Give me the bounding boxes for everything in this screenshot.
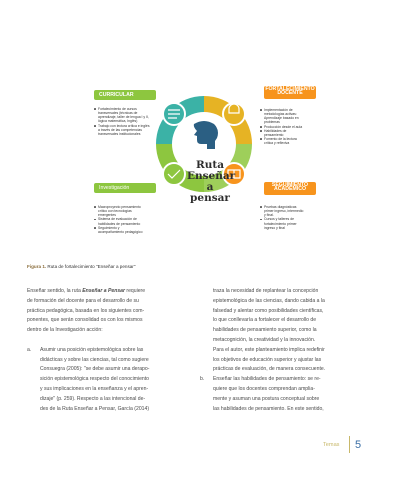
list-item: Trabajo con lectura crítica e inglés a través de las competencias transversales institucionales (94, 124, 156, 136)
paragraph-line: traza la necesidad de replantear la concepción (213, 288, 319, 294)
curricular-label: CURRICULAR (94, 90, 156, 100)
list-item: Implementación de metodologías activas: Aprendizaje basado en problemas (260, 108, 318, 125)
paragraph-line: dizaje" (p. 259). Respecto a las intencional de- (40, 395, 146, 402)
paragraph-line: metacognición, la creatividad y la innovación. (213, 336, 316, 343)
paragraph-line: Asumir una posición epistemológica sobre las (40, 346, 144, 353)
academic-followup-list (260, 205, 318, 230)
research-icon-circle (163, 163, 185, 185)
academic-followup-label: SEGUIMIENTO ACADÉMICO (264, 182, 316, 195)
paragraph-line: ponentes, que serán consolidad os con los mismos (27, 317, 143, 324)
paragraph-line: las habilidades de pensamiento. En este sentido, (213, 405, 324, 412)
route-title-line2: Enseñar (187, 170, 236, 182)
teacher-development-list (260, 108, 318, 145)
list-item: Producción desde el aula (260, 125, 318, 129)
list-item: Fortalecimiento de cursos transversales (técnicas de aprendizaje, taller de lengua I y II, lógica matemática, Inglés) (94, 107, 156, 124)
paragraph-line: Para el autor, este planteamiento implica redefinir (213, 346, 325, 353)
list-item: Seguimiento y acompañamiento pedagógico (94, 226, 156, 234)
page-number: 5 (355, 439, 362, 451)
section-label: Temas (323, 442, 340, 448)
list-item: Sistema de evaluación de habilidades de pensamiento (94, 217, 156, 225)
route-title-line3: a pensar (190, 181, 230, 204)
paragraph-line: lo que conllevaría a fortalecer el desarrollo de (213, 317, 317, 324)
right-column (200, 287, 381, 414)
list-item-b (200, 375, 381, 414)
paragraph-line: los objetivos de educación superior y ajustar las (213, 356, 322, 363)
paragraph-line: habilidades de pensamiento superior, como la (213, 327, 317, 334)
left-column (27, 287, 199, 414)
paragraph-line: Enseñar sentido, la ruta Enseñar a Pensar requiere (27, 288, 146, 294)
teacher-development-label: FORTALECIMIENTO DOCENTE (264, 86, 316, 99)
paragraph-line: y sus implicaciones en la enseñanza y el apren- (40, 385, 149, 392)
paragraph-line: didácticas y sobre las ciencias, tal como sugiere (40, 356, 149, 363)
route-title (187, 159, 236, 204)
research-label: Investigación (94, 183, 156, 193)
route-diagram (86, 82, 322, 252)
list-item: Fomento de la lectura crítica y reflexiva (260, 137, 318, 145)
teacher-icon-circle (223, 103, 245, 125)
list-item: Cursos y talleres de fortalecimiento primer ingreso y final (260, 217, 318, 229)
paragraph-line: Consuegra (2005): "se debe asumir una derapo- (40, 366, 150, 373)
paragraph-line: de formación del docente para el desarrollo de su (27, 297, 139, 304)
figure-caption (27, 264, 135, 269)
list-item: Habilidades de pensamiento (260, 129, 318, 137)
route-title-line1: Ruta (195, 159, 224, 171)
paragraph-line: prácticas de evaluación, de manera consecuente. (213, 366, 326, 373)
curricular-list (94, 107, 156, 136)
paragraph-line: Enseñar las habilidades de pensamiento: se re- (213, 376, 321, 383)
paragraph-line: des de la Ruta Enseñar a Pensar, García (2014) (40, 405, 150, 412)
paragraph-line: sición epistemológica respecto del conocimiento (40, 376, 150, 383)
list-item-a (27, 346, 199, 415)
footer-divider (349, 436, 350, 453)
paragraph-line: epistemológica de las ciencias, dando cabida a la (213, 297, 325, 304)
list-item: Pruebas diagnósticas primer ingreso, intermedio y final. (260, 205, 318, 217)
figure-number: Figura 1. (27, 264, 47, 269)
paragraph-line: mente y asuman una postura conceptual sobre (213, 395, 320, 402)
paragraph-line: dentro de la Investigación acción: (27, 327, 103, 334)
list-marker: b. (200, 376, 205, 383)
list-item: Macroproyecto pensamiento crítico con tecnologías emergentes (94, 205, 156, 217)
list-marker: a. (27, 346, 32, 353)
paragraph-line: práctica pedagógica, basada en los siguientes com- (27, 307, 145, 314)
paragraph-line: falsedad y alentar como posibilidades científicas, (213, 307, 324, 314)
research-list (94, 205, 156, 234)
paragraph-line: quiere que los docentes comprendan amplia- (213, 385, 315, 392)
figure-caption-text: Ruta de fortalecimiento "Enseñar a pensar" (46, 264, 136, 269)
